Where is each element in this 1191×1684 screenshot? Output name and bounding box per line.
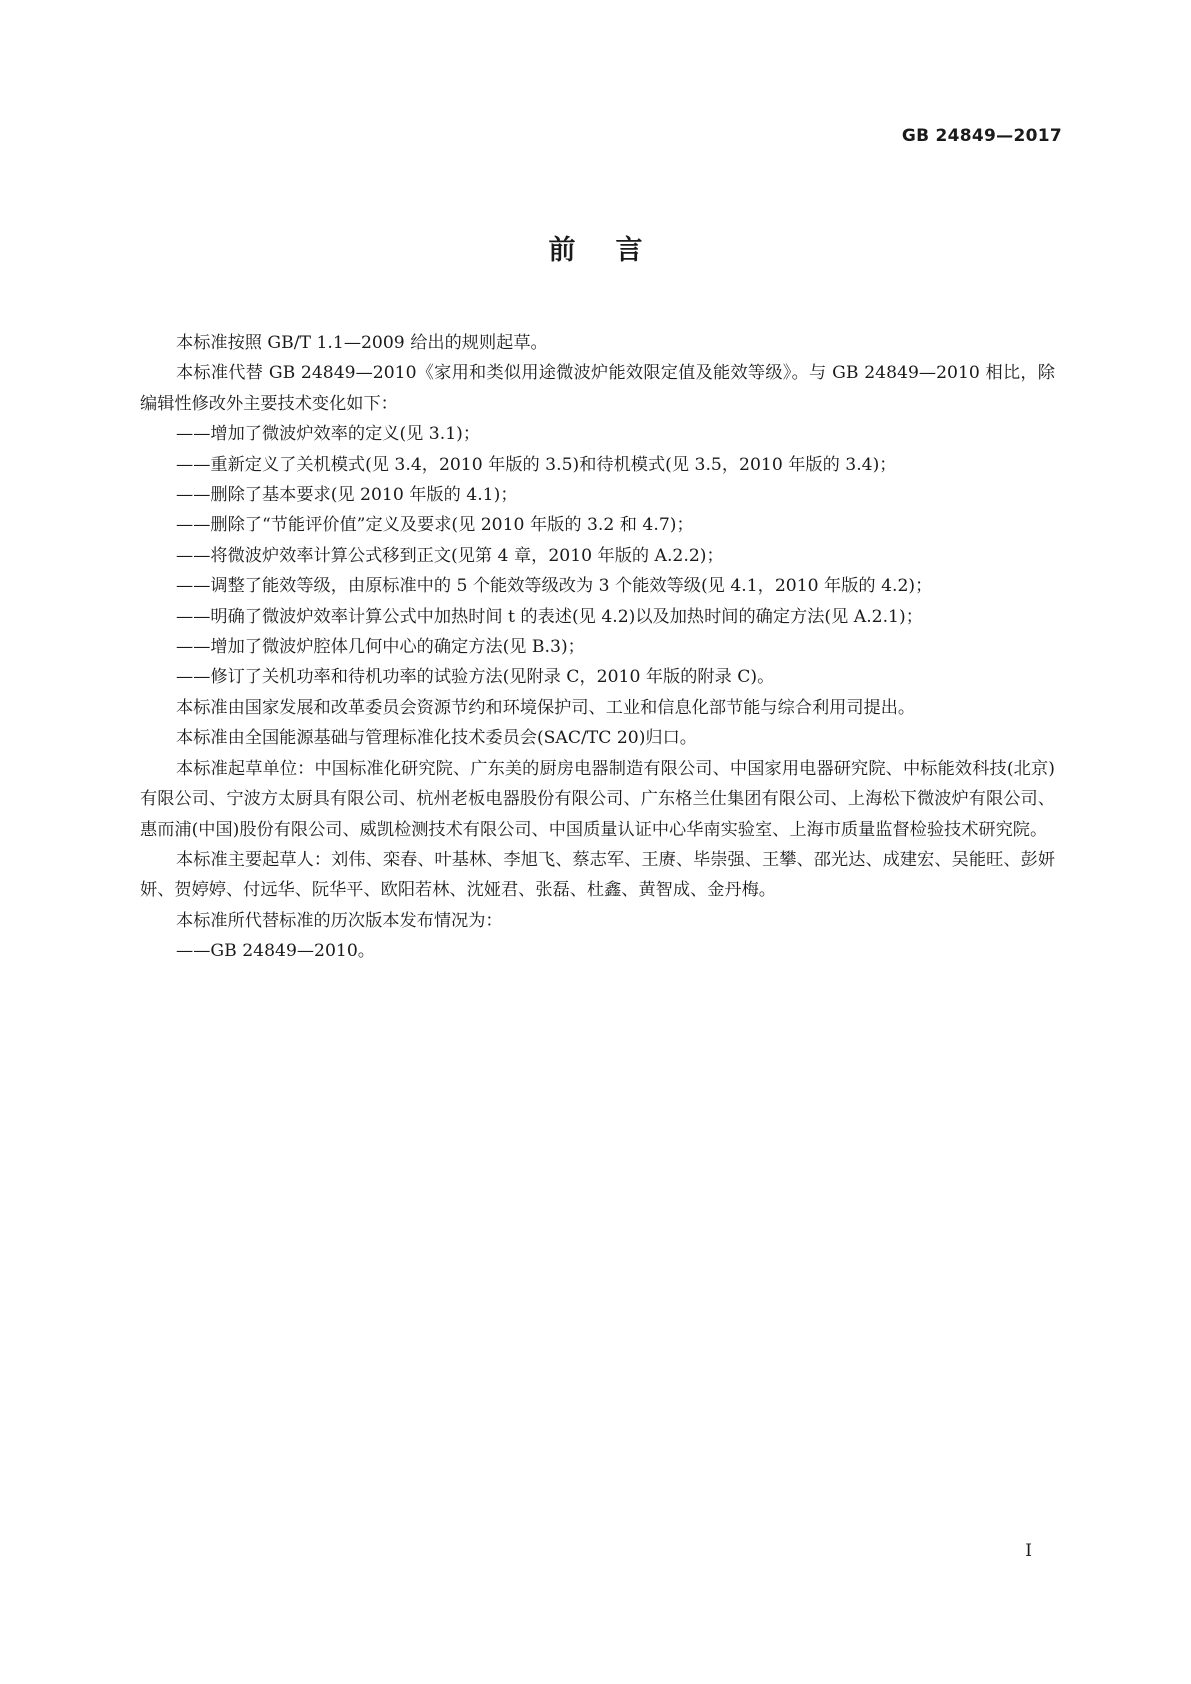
history-item: ——GB 24849—2010。 (176, 941, 375, 962)
page-number: I (1025, 1541, 1032, 1561)
paragraph-history-intro: 本标准所代替标准的历次版本发布情况为： (176, 910, 503, 931)
paragraph-drafting-rules: 本标准按照 GB/T 1.1—2009 给出的规则起草。 (176, 333, 548, 353)
page-title: 前言 (548, 235, 683, 266)
change-item: ——调整了能效等级，由原标准中的 5 个能效等级改为 3 个能效等级(见 4.1，2010 年版的 4.2)； (176, 576, 933, 597)
paragraph-committee: 本标准由全国能源基础与管理标准化技术委员会(SAC/TC 20)归口。 (176, 728, 697, 749)
change-item: ——将微波炉效率计算公式移到正文(见第 4 章，2010 年版的 A.2.2)； (176, 545, 724, 566)
change-item: ——增加了微波炉腔体几何中心的确定方法(见 B.3)； (176, 637, 585, 658)
paragraph-proposer: 本标准由国家发展和改革委员会资源节约和环境保护司、工业和信息化部节能与综合利用司提出。 (176, 697, 916, 718)
foreword-body (140, 328, 1055, 967)
change-item: ——修订了关机功率和待机功率的试验方法(见附录 C，2010 年版的附录 C)。 (176, 667, 775, 688)
change-item: ——增加了微波炉效率的定义(见 3.1)； (176, 424, 481, 445)
change-item: ——重新定义了关机模式(见 3.4，2010 年版的 3.5)和待机模式(见 3.5，2010 年版的 3.4)； (176, 454, 897, 475)
change-item: ——明确了微波炉效率计算公式中加热时间 t 的表述(见 4.2)以及加热时间的确定方法(见 A.2.1)； (176, 606, 923, 627)
change-item: ——删除了“节能评价值”定义及要求(见 2010 年版的 3.2 和 4.7)； (176, 515, 694, 536)
paragraph-replacement: 本标准代替 GB 24849—2010《家用和类似用途微波炉能效限定值及能效等级》。与 GB 24849—2010 相比，除编辑性修改外主要技术变化如下： (140, 363, 1055, 414)
standard-number: GB 24849—2017 (901, 126, 1062, 146)
paragraph-drafters: 本标准主要起草人：刘伟、栾春、叶基林、李旭飞、蔡志军、王赓、毕崇强、王攀、邵光达、成建宏、吴能旺、彭妍妍、贺婷婷、付远华、阮华平、欧阳若林、沈娅君、张磊、杜鑫、黄智成、金丹梅。 (140, 849, 1055, 901)
change-item: ——删除了基本要求(见 2010 年版的 4.1)； (176, 485, 518, 506)
paragraph-drafting-units: 本标准起草单位：中国标准化研究院、广东美的厨房电器制造有限公司、中国家用电器研究院、中标能效科技(北京)有限公司、宁波方太厨具有限公司、杭州老板电器股份有限公司、广东格兰仕集团有限公司、上海松下微波炉有限公司、惠而浦(中国)股份有限公司、威凯检测技术有限公司、中国质量认证中心华南实验室、上海市质量监督检验技术研究院。 (140, 758, 1055, 840)
